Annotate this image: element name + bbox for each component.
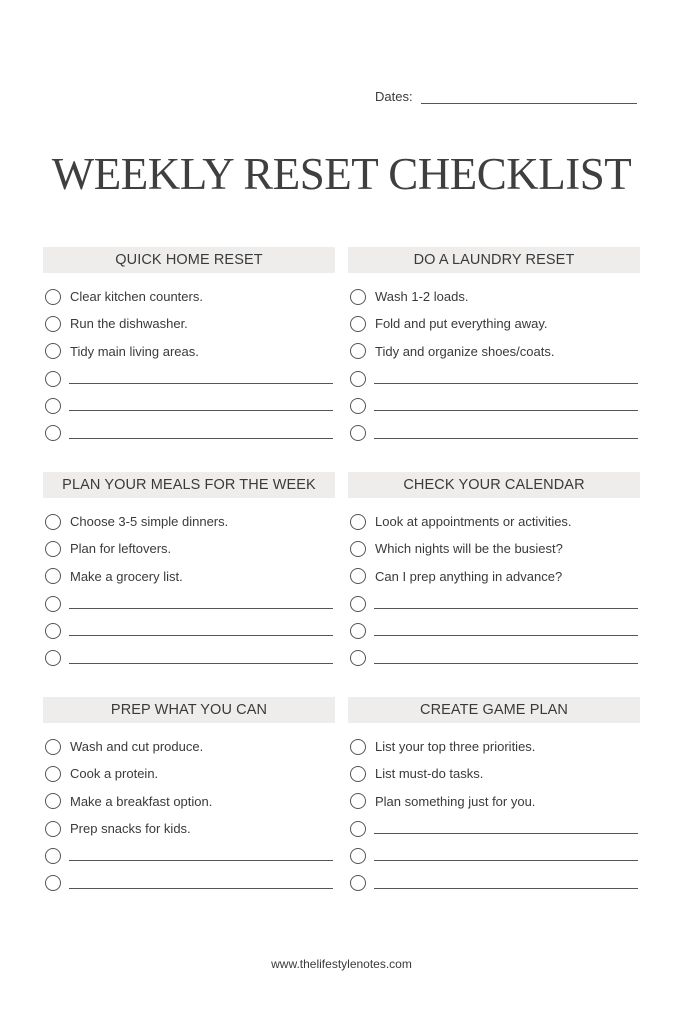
checkbox-circle-icon[interactable] — [350, 650, 366, 666]
checklist-item-label: Make a breakfast option. — [70, 793, 213, 809]
checklist-item-label: Tidy and organize shoes/coats. — [375, 343, 555, 359]
blank-write-in-line[interactable] — [69, 373, 333, 384]
checkbox-circle-icon[interactable] — [45, 343, 61, 359]
checkbox-circle-icon[interactable] — [45, 650, 61, 666]
checklist-item — [348, 869, 640, 896]
checkbox-circle-icon[interactable] — [350, 568, 366, 584]
checkbox-circle-icon[interactable] — [45, 289, 61, 305]
checklist-item-label: Can I prep anything in advance? — [375, 568, 563, 584]
checklist-item-label: Prep snacks for kids. — [70, 821, 191, 837]
section-heading: DO A LAUNDRY RESET — [348, 247, 640, 273]
checklist-item — [348, 563, 640, 590]
checkbox-circle-icon[interactable] — [350, 541, 366, 557]
blank-write-in-line[interactable] — [69, 878, 333, 889]
checkbox-circle-icon[interactable] — [350, 371, 366, 387]
dates-label: Dates: — [375, 89, 413, 104]
footer-url: www.thelifestylenotes.com — [271, 957, 412, 971]
checklist-item — [348, 644, 640, 671]
checklist-item-label: Cook a protein. — [70, 766, 159, 782]
checklist-item — [43, 760, 335, 787]
blank-write-in-line[interactable] — [374, 653, 638, 664]
checkbox-circle-icon[interactable] — [45, 541, 61, 557]
checklist-item — [348, 617, 640, 644]
checkbox-circle-icon[interactable] — [45, 623, 61, 639]
blank-write-in-line[interactable] — [69, 428, 333, 439]
blank-write-in-line[interactable] — [69, 653, 333, 664]
checklist-item — [348, 508, 640, 535]
checklist-section — [348, 697, 640, 897]
checklist-item — [348, 815, 640, 842]
checkbox-circle-icon[interactable] — [45, 398, 61, 414]
blank-write-in-line[interactable] — [374, 428, 638, 439]
checklist-item — [348, 310, 640, 337]
blank-write-in-line[interactable] — [374, 400, 638, 411]
checklist-item — [348, 842, 640, 869]
checklist-item — [348, 788, 640, 815]
checklist-item — [348, 283, 640, 310]
checklist-item — [348, 338, 640, 365]
checkbox-circle-icon[interactable] — [45, 596, 61, 612]
checkbox-circle-icon[interactable] — [350, 821, 366, 837]
checklist-item-label: Make a grocery list. — [70, 568, 183, 584]
checklist-section — [348, 472, 640, 672]
section-heading: PREP WHAT YOU CAN — [43, 697, 335, 723]
checklist-item-label: List your top three priorities. — [375, 739, 536, 755]
checklist-item — [43, 788, 335, 815]
page-title: WEEKLY RESET CHECKLIST — [51, 149, 632, 199]
checklist-item — [348, 760, 640, 787]
checklist-item — [43, 644, 335, 671]
checkbox-circle-icon[interactable] — [45, 848, 61, 864]
checklist-item-label: Clear kitchen counters. — [70, 289, 203, 305]
checklist-items — [348, 283, 640, 447]
checklist-item — [43, 563, 335, 590]
checklist-item-label: Tidy main living areas. — [70, 343, 199, 359]
blank-write-in-line[interactable] — [374, 823, 638, 834]
checklist-item — [348, 419, 640, 446]
checklist-item — [43, 617, 335, 644]
checklist-section — [43, 247, 335, 447]
checkbox-circle-icon[interactable] — [45, 766, 61, 782]
checkbox-circle-icon[interactable] — [350, 623, 366, 639]
checklist-item-label: Choose 3-5 simple dinners. — [70, 514, 229, 530]
checkbox-circle-icon[interactable] — [350, 875, 366, 891]
checklist-items — [348, 508, 640, 672]
section-heading: QUICK HOME RESET — [43, 247, 335, 273]
checkbox-circle-icon[interactable] — [350, 793, 366, 809]
checklist-item-label: Run the dishwasher. — [70, 316, 188, 332]
blank-write-in-line[interactable] — [69, 850, 333, 861]
checklist-item — [43, 842, 335, 869]
checkbox-circle-icon[interactable] — [350, 316, 366, 332]
checkbox-circle-icon[interactable] — [350, 596, 366, 612]
checkbox-circle-icon[interactable] — [45, 514, 61, 530]
blank-write-in-line[interactable] — [374, 373, 638, 384]
section-heading: CREATE GAME PLAN — [348, 697, 640, 723]
checklist-items — [43, 508, 335, 672]
checklist-item — [43, 338, 335, 365]
blank-write-in-line[interactable] — [69, 625, 333, 636]
checkbox-circle-icon[interactable] — [45, 875, 61, 891]
checklist-item-label: List must-do tasks. — [375, 766, 484, 782]
checkbox-circle-icon[interactable] — [45, 821, 61, 837]
blank-write-in-line[interactable] — [374, 878, 638, 889]
checklist-item-label: Which nights will be the busiest? — [375, 541, 563, 557]
checklist-item — [348, 733, 640, 760]
checklist-item — [43, 508, 335, 535]
section-heading: PLAN YOUR MEALS FOR THE WEEK — [43, 472, 335, 498]
checklist-items — [43, 283, 335, 447]
checkbox-circle-icon[interactable] — [350, 766, 366, 782]
checkbox-circle-icon[interactable] — [350, 514, 366, 530]
checkbox-circle-icon[interactable] — [45, 371, 61, 387]
checklist-item — [348, 392, 640, 419]
dates-field — [375, 89, 637, 104]
checkbox-circle-icon[interactable] — [45, 793, 61, 809]
blank-write-in-line[interactable] — [374, 625, 638, 636]
checklist-item-label: Look at appointments or activities. — [375, 514, 572, 530]
checklist-items — [43, 733, 335, 897]
checklist-section — [43, 697, 335, 897]
checklist-items — [348, 733, 640, 897]
blank-write-in-line[interactable] — [374, 598, 638, 609]
blank-write-in-line[interactable] — [69, 400, 333, 411]
checklist-item — [43, 365, 335, 392]
checklist-item — [43, 535, 335, 562]
checkbox-circle-icon[interactable] — [45, 739, 61, 755]
checklist-section — [43, 472, 335, 672]
dates-blank-line[interactable] — [421, 89, 637, 104]
checkbox-circle-icon[interactable] — [350, 425, 366, 441]
section-heading: CHECK YOUR CALENDAR — [348, 472, 640, 498]
checkbox-circle-icon[interactable] — [45, 316, 61, 332]
checklist-item-label: Wash 1-2 loads. — [375, 289, 469, 305]
checkbox-circle-icon[interactable] — [350, 848, 366, 864]
checkbox-circle-icon[interactable] — [350, 289, 366, 305]
checklist-item — [348, 590, 640, 617]
checkbox-circle-icon[interactable] — [350, 398, 366, 414]
checkbox-circle-icon[interactable] — [45, 568, 61, 584]
checklist-item — [43, 310, 335, 337]
checklist-item-label: Plan for leftovers. — [70, 541, 172, 557]
checklist-item — [348, 365, 640, 392]
checkbox-circle-icon[interactable] — [350, 343, 366, 359]
checklist-item — [43, 283, 335, 310]
checkbox-circle-icon[interactable] — [350, 739, 366, 755]
checklist-item — [43, 869, 335, 896]
checklist-item-label: Fold and put everything away. — [375, 316, 548, 332]
checklist-item — [348, 535, 640, 562]
checklist-item — [43, 590, 335, 617]
checkbox-circle-icon[interactable] — [45, 425, 61, 441]
checklist-item-label: Plan something just for you. — [375, 793, 536, 809]
blank-write-in-line[interactable] — [374, 850, 638, 861]
checklist-item — [43, 419, 335, 446]
checklist-item — [43, 733, 335, 760]
checklist-section — [348, 247, 640, 447]
checklist-item — [43, 392, 335, 419]
checklist-item-label: Wash and cut produce. — [70, 739, 204, 755]
blank-write-in-line[interactable] — [69, 598, 333, 609]
checklist-item — [43, 815, 335, 842]
